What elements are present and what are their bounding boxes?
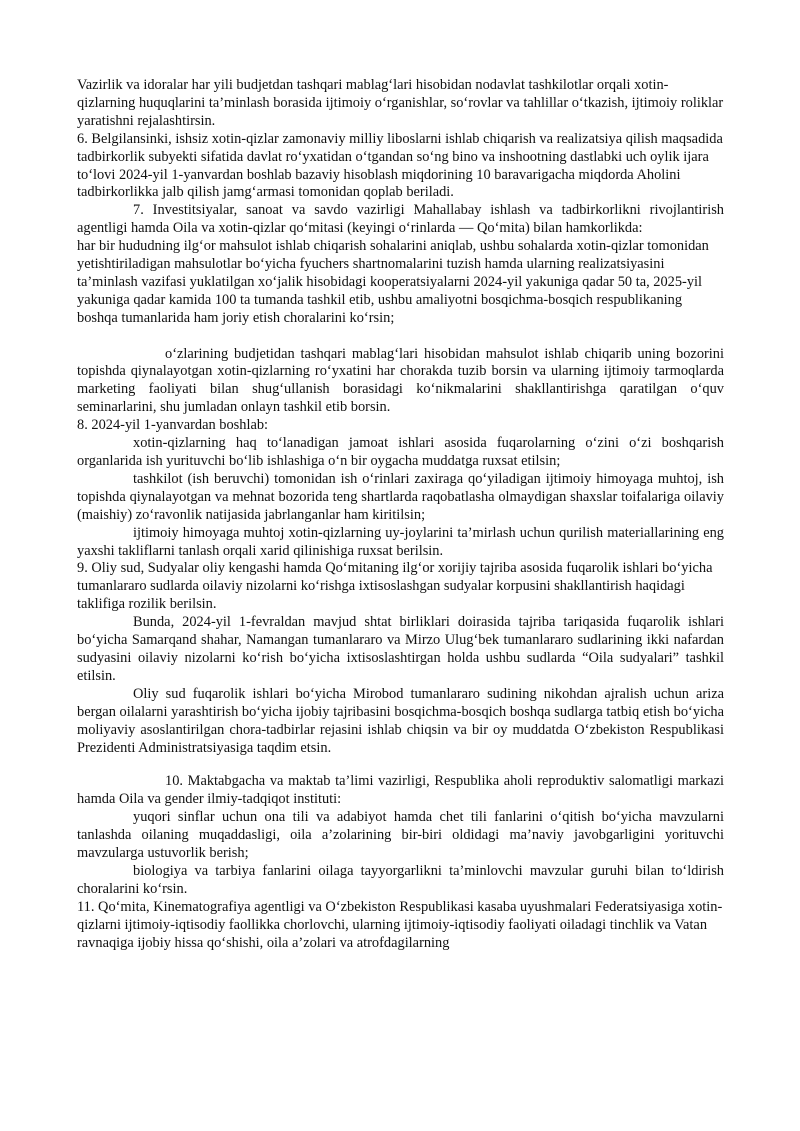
paragraph-item-11: 11. Qo‘mita, Kinematografiya agentligi va O‘zbekiston Respublikasi kasaba uyushmalari Federatsiyasiga xotin-qizlarni ijtimoiy-iqtisodiy faollikka chorlovchi, ularning ijtimoiy-iqtisodiy faoliyati oiladagi tinchlik va Vatan ravnaqiga ijobiy hissa qo‘shishi, oila a’zolari va atrofdagilarning — [77, 898, 723, 951]
paragraph-item-10: 10. Maktabgacha va maktab ta’limi vazirligi, Respublika aholi reproduktiv salomatligi markazi hamda Oila va gender ilmiy-tadqiqot instituti: — [77, 773, 724, 808]
paragraph-item-8: 8. 2024-yil 1-yanvardan boshlab: — [77, 417, 269, 434]
paragraph-item-8-public-works: xotin-qizlarning haq to‘lanadigan jamoat ishlari asosida fuqarolarning o‘zini o‘zi boshqarish organlarida ish yurituvchi bo‘lib ishlashiga o‘n bir oygacha muddatga ruxsat etilsin; — [77, 435, 724, 470]
paragraph-item-7-seminars: o‘zlarining budjetidan tashqari mablag‘lari hisobidan mahsulot ishlab chiqarib uning bozorini topishda qiynalayotgan xotin-qizlarning ro‘yxatini har chorakda tuzib borsin va ularning ijtimoiy tarmoqlarda marketing faoliyati bilan shug‘ullanish borasidagi ko‘nikmalarini shakllantirishga qaratilgan o‘quv seminarlarini, shu jumladan onlayn tashkil etib borsin. — [77, 345, 724, 416]
paragraph-item-9-family-judges: Bunda, 2024-yil 1-fevraldan mavjud shtat birliklari doirasida tajriba tariqasida fuqarolik ishlari bo‘yicha Samarqand shahar, Namangan tumanlararo va Mirzo Ulug‘bek tumanlararo sudlarining ikki nafardan sudyasini oilaviy nizolarni ko‘rish bo‘yicha ixtisoslashtirgan holda ushbu sudlarda “Oila sudyalari” tashkil etilsin. — [77, 614, 724, 684]
paragraph-item-10-language-topics: yuqori sinflar uchun ona tili va adabiyot hamda chet tili fanlarini o‘qitish bo‘yicha mavzularni tanlashda oilaning muqaddasligi, oila a’zolarining bir-biri oldidagi ma’naviy javobgarligini yorituvchi mavzularga ustuvorlik berish; — [77, 809, 724, 862]
paragraph-item-10-biology-topics: biologiya va tarbiya fanlarini oilaga tayyorgarlikni ta’minlovchi mavzular guruhi bilan to‘ldirish choralarini ko‘rsin. — [77, 862, 724, 897]
paragraph-item-6: 6. Belgilansinki, ishsiz xotin-qizlar zamonaviy milliy liboslarni ishlab chiqarish va realizatsiya qilish maqsadida tadbirkorlik subyekti sifatida davlat ro‘yxatidan o‘tgandan so‘ng bino va inshootning dastlabki uch oylik ijara to‘lovi 2024-yil 1-yanvardan boshlab bazaviy hisoblash miqdorining 10 baravarigacha miqdorda Aholini tadbirkorlikka jalb qilish jamg‘armasi tomonidan qoplab beriladi. — [77, 130, 723, 201]
paragraph-item-9: 9. Oliy sud, Sudyalar oliy kengashi hamda Qo‘mitaning ilg‘or xorijiy tajriba asosida fuqarolik ishlari bo‘yicha tumanlararo sudlarda oilaviy nizolarni ko‘rishga ixtisoslashgan sudyalar korpusini shakllantirish haqidagi taklifiga rozilik berilsin. — [77, 560, 713, 613]
paragraph-item-7: 7. Investitsiyalar, sanoat va savdo vazirligi Mahallabay ishlash va tadbirkorlikni rivojlantirish agentligi hamda Oila va xotin-qizlar qo‘mitasi (keyingi o‘rinlarda — Qo‘mita) bilan hamkorlikda: — [77, 202, 724, 237]
document-page — [77, 77, 724, 952]
paragraph-item-7-cooperatives: har bir hududning ilg‘or mahsulot ishlab chiqarish sohalarini aniqlab, ushbu sohalarda xotin-qizlar tomonidan yetishtiriladigan mahsulotlar bo‘yicha fyuchers shartnomalarini tuzish hamda ularning realizatsiyasini ta’minlash vazifasi yuklatilgan xo‘jalik hisobidagi kooperatsiyalarni 2024-yil yakuniga qadar 50 ta, 2025-yil yakuniga qadar kamida 100 ta tumanda tashkil etib, ushbu amaliyotni bosqichma-bosqich respublikaning boshqa tumanlarida ham joriy etish choralarini ko‘rsin; — [77, 238, 709, 326]
paragraph-item-8-housing-repair: ijtimoiy himoyaga muhtoj xotin-qizlarning uy-joylarini ta’mirlash uchun qurilish materiallarining eng yaxshi takliflarni tanlash orqali xarid qilinishiga ruxsat berilsin. — [77, 524, 724, 559]
paragraph-budget-research: Vazirlik va idoralar har yili budjetdan tashqari mablag‘lari hisobidan nodavlat tashkilotlar orqali xotin-qizlarning huquqlarini ta’minlash borasida ijtimoiy o‘rganishlar, so‘rovlar va tahlillar o‘tkazish, ijtimoiy roliklar yaratishni rejalashtirsin. — [77, 77, 724, 129]
paragraph-item-9-mirobod-court: Oliy sud fuqarolik ishlari bo‘yicha Mirobod tumanlararo sudining nikohdan ajralish uchun ariza bergan oilalarni yarashtirish bo‘yicha ijobiy tajribasini bosqichma-bosqich boshqa sudlarga tatbiq etish bo‘yicha moliyaviy asoslantirilgan chora-tadbirlar rejasini ishlab chiqsin va bir oy muddatda O‘zbekiston Respublikasi Prezidenti Administratsiyasiga taqdim etsin. — [77, 685, 724, 756]
paragraph-item-8-job-reserve: tashkilot (ish beruvchi) tomonidan ish o‘rinlari zaxiraga qo‘yiladigan ijtimoiy himoyaga muhtoj, ish topishda qiynalayotgan va mehnat bozorida teng shartlarda raqobatlasha olmaydigan shaxslar toifalariga oilaviy (maishiy) zo‘ravonlik natijasida jabrlanganlar ham kiritilsin; — [77, 470, 724, 523]
